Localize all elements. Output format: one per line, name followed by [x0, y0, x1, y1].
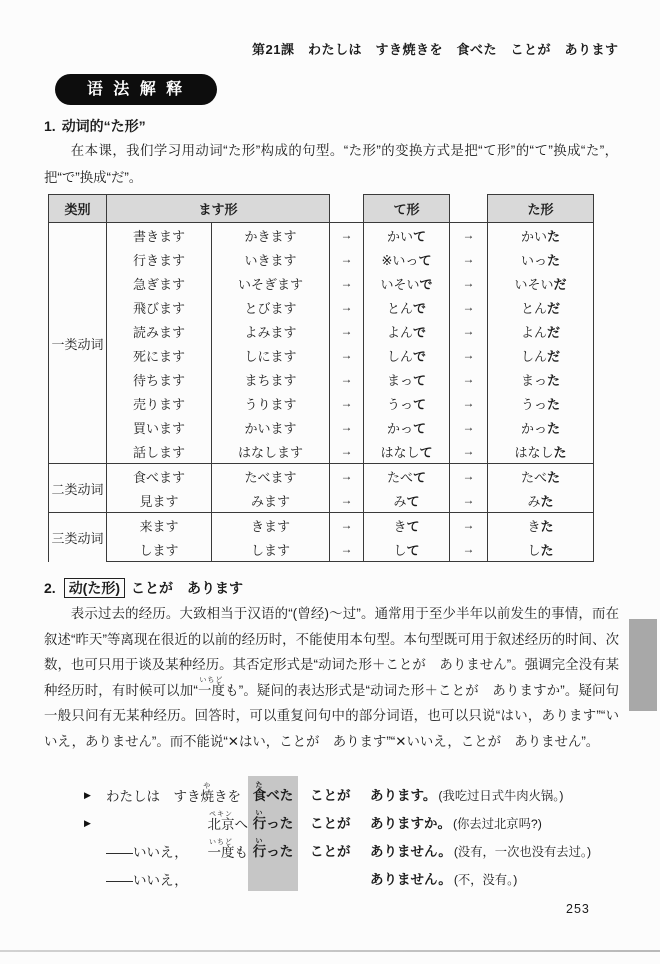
ruby-base: 焼	[200, 789, 214, 804]
ta-form-cell	[488, 415, 594, 439]
ta-stem: き	[527, 518, 541, 534]
ta-form-cell	[488, 295, 594, 319]
ta-stem: はなし	[514, 444, 554, 460]
te-ending: て	[406, 542, 420, 558]
example-result	[360, 868, 591, 891]
masu-kana-cell: とびます	[212, 295, 330, 319]
result-text: ありますか。	[370, 816, 451, 831]
ruby-itta	[253, 838, 267, 860]
te-stem: はなし	[380, 444, 420, 460]
te-ending: で	[419, 276, 433, 292]
kotoga-label: ことが	[310, 816, 351, 831]
example-text: ——いいえ，	[106, 873, 188, 888]
arrow-icon: →	[450, 367, 488, 391]
example-result	[360, 784, 591, 807]
result-text: ありません。	[370, 872, 452, 887]
section2-pattern: ことが あります	[131, 580, 244, 596]
arrow-icon: →	[330, 415, 364, 439]
te-form-cell	[364, 295, 450, 319]
bullet-icon: ▶	[84, 818, 91, 828]
masu-kana-cell: たべます	[212, 464, 330, 489]
ruby-base: 一度	[207, 845, 235, 860]
masu-kanji-cell: 来ます	[107, 513, 212, 538]
ruby-base: 食	[252, 788, 267, 803]
masu-kanji-cell: 売ります	[107, 391, 212, 415]
bullet-slot	[84, 857, 106, 863]
table-header-category: 类别	[49, 195, 107, 223]
arrow-icon: →	[330, 537, 364, 562]
masu-kanji-cell: 話します	[107, 439, 212, 464]
arrow-icon: →	[330, 513, 364, 538]
masu-kana-cell: みます	[212, 488, 330, 513]
highlighted-verb	[248, 804, 298, 835]
arrow-icon: →	[450, 391, 488, 415]
example-left-text	[106, 869, 248, 891]
te-form-cell	[364, 247, 450, 271]
te-stem: し	[393, 542, 407, 558]
te-ending: て	[406, 518, 420, 534]
te-stem: たべ	[386, 469, 413, 485]
ta-form-cell	[488, 439, 594, 464]
section2-paragraph	[44, 601, 619, 755]
arrow-icon: →	[450, 271, 488, 295]
ta-stem: し	[527, 542, 541, 558]
masu-kanji-cell: 待ちます	[107, 367, 212, 391]
ta-stem: いそい	[514, 276, 554, 292]
arrow-icon: →	[330, 367, 364, 391]
arrow-icon: →	[450, 488, 488, 513]
ta-stem: み	[527, 493, 541, 509]
ta-form-cell	[488, 464, 594, 489]
te-stem: ※いっ	[381, 252, 419, 268]
bullet-slot	[84, 885, 106, 891]
example-text: きを	[214, 789, 241, 804]
arrow-icon: →	[330, 343, 364, 367]
ta-ending: だ	[547, 348, 561, 364]
result-text: あります。	[370, 788, 437, 803]
arrow-icon: →	[450, 464, 488, 489]
translation-text: (不，没有。)	[453, 873, 518, 887]
te-stem: き	[393, 518, 407, 534]
ta-ending: た	[547, 469, 561, 485]
example-text: へ	[234, 817, 248, 832]
example-text: ——いいえ，	[106, 845, 188, 860]
te-form-cell	[364, 464, 450, 489]
section2-heading	[44, 578, 243, 598]
table-header-masu: ます形	[107, 195, 330, 223]
page-edge-tab	[629, 619, 657, 711]
masu-kana-cell: よみます	[212, 319, 330, 343]
te-form-cell	[364, 271, 450, 295]
ta-form-cell	[488, 247, 594, 271]
te-form-cell	[364, 513, 450, 538]
verb-rest: った	[266, 844, 294, 859]
table-header-ta: た形	[488, 195, 594, 223]
boxed-term: 动(た形)	[64, 578, 125, 598]
ta-stem: しん	[520, 348, 547, 364]
arrow-icon: →	[330, 319, 364, 343]
masu-kanji-cell: 読みます	[107, 319, 212, 343]
te-form-cell	[364, 319, 450, 343]
ta-form-cell	[488, 537, 594, 562]
ruby-base: 北京	[207, 817, 235, 832]
ta-ending: だ	[553, 276, 567, 292]
verb-rest: べた	[266, 788, 294, 803]
te-form-cell	[364, 391, 450, 415]
te-stem: とん	[386, 300, 413, 316]
example-left-text	[106, 811, 248, 835]
arrow-icon: →	[450, 295, 488, 319]
furigana: や	[200, 783, 214, 790]
te-stem: まっ	[386, 372, 413, 388]
masu-kana-cell: まちます	[212, 367, 330, 391]
masu-kanji-cell: 行きます	[107, 247, 212, 271]
kotoga-label: ことが	[310, 788, 351, 803]
arrow-icon: →	[330, 247, 364, 271]
section1-paragraph: 在本课，我们学习用动词“た形”构成的句型。“た形”的变换方式是把“て形”的“て”换成“た”，把“で”换成“だ”。	[44, 143, 618, 185]
furigana: た	[252, 782, 267, 789]
highlighted-verb	[248, 832, 298, 863]
masu-kanji-cell: 買います	[107, 415, 212, 439]
furigana: ペキン	[207, 811, 235, 818]
paragraph-text: 表示过去的经历。大致相当于汉语的“(曾经)～过”。通常用于至少半年以前发生的事情，而在叙述“昨天”等离现在很近的以前的经历时，不能使用本句型。本句型既可用于叙述经历的时间、次数，也可只用于谈及某种经历。其否定形式是“动词た形＋ことが ありません”。强调完全没有某种经历时，有时候可以加“	[44, 606, 619, 698]
section2-number: 2.	[44, 580, 56, 596]
masu-kanji-cell: 食べます	[107, 464, 212, 489]
furigana: いちど	[197, 676, 225, 684]
ta-stem: かっ	[520, 420, 547, 436]
te-form-cell	[364, 343, 450, 367]
te-ending: て	[418, 252, 432, 268]
te-ending: て	[413, 228, 427, 244]
table-header-gap	[450, 195, 488, 223]
example-left-text	[106, 783, 248, 807]
ruby-yaki	[201, 783, 215, 805]
masu-kanji-cell: 急ぎます	[107, 271, 212, 295]
ta-stem: いっ	[520, 252, 547, 268]
te-stem: かい	[386, 228, 413, 244]
te-ending: て	[419, 444, 433, 460]
ta-stem: かい	[520, 228, 547, 244]
ta-ending: た	[540, 493, 554, 509]
example-result	[360, 840, 591, 863]
grammar-title-pill: 语 法 解 释	[55, 74, 217, 105]
translation-text: (你去过北京吗?)	[453, 817, 542, 831]
arrow-icon: →	[330, 271, 364, 295]
paragraph-text: も”。疑问的表达形式是“动词た形＋ことが ありますか”。疑问句一般只问有无某种经历。回答时，可以重复问句中的部分词语，也可以只说“はい，あります”“いいえ，ありません”。而不能说“✕はい，ことが あります”“✕いいえ，ことが ありません”。	[44, 682, 619, 749]
ta-stem: うっ	[520, 396, 547, 412]
arrow-icon: →	[450, 513, 488, 538]
example-text	[208, 839, 249, 861]
ta-stem: まっ	[520, 372, 547, 388]
masu-kana-cell: かきます	[212, 223, 330, 248]
te-form-cell	[364, 415, 450, 439]
ruby-pekin	[208, 811, 235, 833]
table-header-gap	[330, 195, 364, 223]
te-ending: て	[413, 372, 427, 388]
highlight-band-empty	[248, 860, 298, 891]
arrow-icon: →	[330, 223, 364, 248]
example-result	[360, 812, 591, 835]
masu-kanji-cell: 飛びます	[107, 295, 212, 319]
ta-ending: た	[547, 420, 561, 436]
ta-ending: た	[540, 542, 554, 558]
masu-kanji-cell: します	[107, 537, 212, 562]
te-form-cell	[364, 223, 450, 248]
arrow-icon: →	[450, 223, 488, 248]
ta-ending: た	[553, 444, 567, 460]
te-form-cell	[364, 367, 450, 391]
masu-kanji-cell: 見ます	[107, 488, 212, 513]
table-header-te: て形	[364, 195, 450, 223]
te-form-cell	[364, 488, 450, 513]
example-left-text	[106, 839, 248, 863]
ta-form-cell	[488, 391, 594, 415]
te-stem: いそい	[380, 276, 420, 292]
te-form-cell	[364, 537, 450, 562]
ta-form-cell	[488, 319, 594, 343]
section1-heading	[44, 116, 146, 136]
te-form-cell	[364, 439, 450, 464]
kotoga-slot	[298, 888, 360, 891]
ta-ending: だ	[547, 324, 561, 340]
page-bottom-edge	[0, 950, 660, 952]
ta-ending: た	[540, 518, 554, 534]
masu-kana-cell: かいます	[212, 415, 330, 439]
arrow-icon: →	[330, 439, 364, 464]
ta-form-cell	[488, 271, 594, 295]
arrow-icon: →	[450, 247, 488, 271]
arrow-icon: →	[450, 439, 488, 464]
ta-form-cell	[488, 223, 594, 248]
ta-ending: た	[547, 396, 561, 412]
masu-kana-cell: しにます	[212, 343, 330, 367]
te-ending: て	[413, 469, 427, 485]
arrow-icon: →	[330, 464, 364, 489]
furigana: いちど	[207, 839, 235, 846]
ta-form-cell	[488, 343, 594, 367]
ta-stem: とん	[520, 300, 547, 316]
masu-kanji-cell: 死にます	[107, 343, 212, 367]
te-ending: て	[413, 396, 427, 412]
arrow-icon: →	[330, 295, 364, 319]
section1-number: 1.	[44, 118, 56, 134]
masu-kana-cell: いそぎます	[212, 271, 330, 295]
arrow-icon: →	[450, 537, 488, 562]
furigana: い	[252, 838, 267, 845]
ruby-base: 一度	[197, 682, 226, 698]
verb-category-cell: 二类动词	[49, 464, 107, 513]
ta-ending: だ	[547, 300, 561, 316]
ruby-itta	[253, 810, 267, 832]
section1-title: 动词的“た形”	[61, 118, 146, 134]
ruby-base: 行	[252, 816, 267, 831]
kotoga-label: ことが	[310, 844, 351, 859]
ruby-ichido	[207, 839, 235, 860]
te-ending: で	[413, 300, 427, 316]
masu-kanji-cell: 書きます	[107, 223, 212, 248]
arrow-icon: →	[330, 391, 364, 415]
te-stem: しん	[386, 348, 413, 364]
te-ending: で	[413, 324, 427, 340]
example-text: わたしは すき	[106, 789, 201, 804]
verb-category-cell: 三类动词	[49, 513, 107, 562]
ruby-base: 行	[252, 844, 267, 859]
ta-form-cell	[488, 513, 594, 538]
bullet-icon: ▶	[84, 790, 91, 800]
running-head: 第21課 わたしは すき焼きを 食べた ことが あります	[252, 42, 619, 57]
translation-text: (没有，一次也没有去过。)	[453, 845, 592, 859]
te-ending: て	[406, 493, 420, 509]
ta-form-cell	[488, 488, 594, 513]
highlighted-verb	[248, 776, 298, 807]
te-ending: で	[413, 348, 427, 364]
te-stem: うっ	[386, 396, 413, 412]
arrow-icon: →	[450, 319, 488, 343]
verb-rest: った	[266, 816, 294, 831]
te-ending: て	[413, 420, 427, 436]
ruby-ichido	[197, 676, 226, 698]
conjugation-table	[48, 194, 594, 562]
arrow-icon: →	[450, 343, 488, 367]
masu-kana-cell: きます	[212, 513, 330, 538]
arrow-icon: →	[450, 415, 488, 439]
masu-kana-cell: うります	[212, 391, 330, 415]
ruby-tabeta	[253, 782, 267, 804]
te-stem: み	[393, 493, 407, 509]
ta-ending: た	[547, 252, 561, 268]
example-sentences	[84, 779, 591, 891]
te-stem: よん	[386, 324, 413, 340]
example-text: も	[234, 845, 248, 860]
translation-text: (我吃过日式牛肉火锅。)	[438, 789, 564, 803]
masu-kana-cell: はなします	[212, 439, 330, 464]
verb-category-cell: 一类动词	[49, 223, 107, 464]
ta-stem: よん	[520, 324, 547, 340]
result-text: ありません。	[370, 844, 452, 859]
ta-form-cell	[488, 367, 594, 391]
ta-ending: た	[547, 372, 561, 388]
te-stem: かっ	[386, 420, 413, 436]
masu-kana-cell: いきます	[212, 247, 330, 271]
masu-kana-cell: します	[212, 537, 330, 562]
furigana: い	[252, 810, 267, 817]
ta-ending: た	[547, 228, 561, 244]
arrow-icon: →	[330, 488, 364, 513]
page-number: 253	[566, 902, 590, 916]
ta-stem: たべ	[520, 469, 547, 485]
